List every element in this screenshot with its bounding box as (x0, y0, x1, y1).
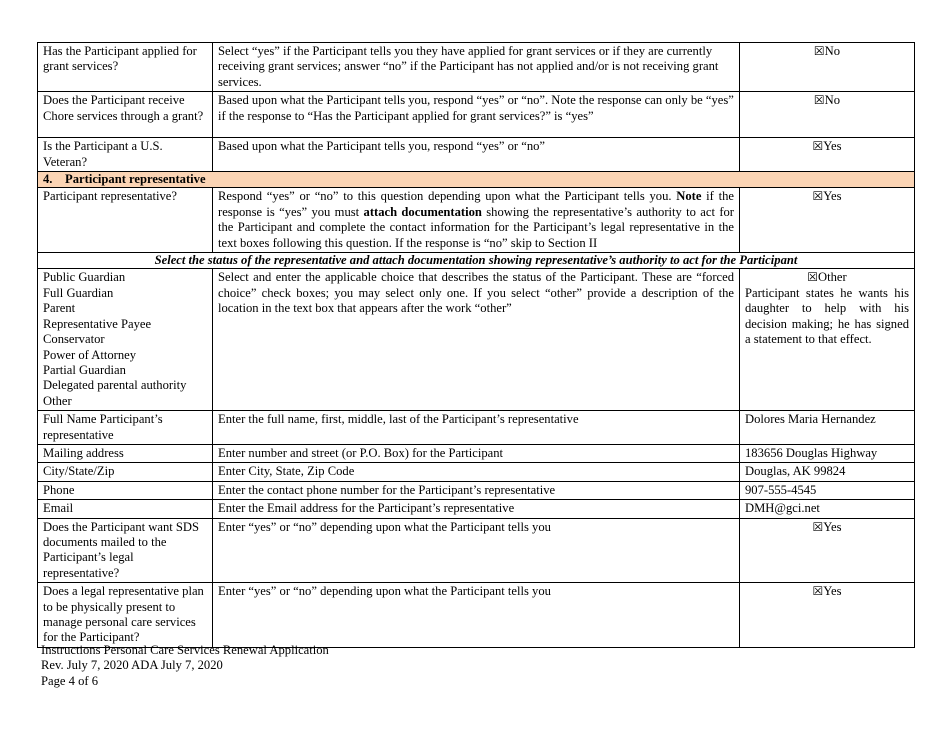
instruction-cell: Select “yes” if the Participant tells you they have applied for grant services or if they are currently receiving grant services; answer “no” if the Participant has not applied and/or is not receiving grant services. (213, 43, 740, 92)
instruction-cell: Based upon what the Participant tells you, respond “yes” or “no” (213, 138, 740, 172)
table-row (38, 188, 915, 253)
table-row (38, 481, 915, 499)
checked-box-icon: ☒ (812, 189, 824, 204)
status-option[interactable]: Other (43, 393, 72, 408)
instruction-cell: Respond “yes” or “no” to this question depending upon what the Participant tells you. Note if the response is “yes” you must attach documentation showing the representative’s authority to act for the Participant and complete the contact information for the Participant’s legal representative in the text boxes following this question. If the response is “no” skip to Section II (213, 188, 740, 253)
status-option[interactable]: Representative Payee (43, 316, 152, 331)
instruction-cell: Enter “yes” or “no” depending upon what the Participant tells you (213, 518, 740, 583)
status-option[interactable]: Conservator (43, 332, 105, 347)
instruction-cell: Enter the contact phone number for the Participant’s representative (213, 481, 740, 499)
question-cell: Phone (38, 481, 213, 499)
instruction-banner: Select the status of the representative and attach documentation showing representative’s authority to act for the Participant (38, 253, 915, 269)
other-description[interactable]: Participant states he wants his daughter to help with his decision making; he has signed a statement to that effect. (745, 285, 909, 347)
checked-box-icon: ☒ (812, 584, 824, 599)
status-options (38, 269, 213, 411)
instruction-cell: Enter number and street (or P.O. Box) for the Participant (213, 444, 740, 462)
table-row (38, 500, 915, 518)
answer-cell[interactable]: ☒Yes (740, 583, 915, 648)
status-option[interactable]: Power of Attorney (43, 347, 137, 362)
instruction-cell: Enter City, State, Zip Code (213, 463, 740, 481)
email-field[interactable]: DMH@gci.net (740, 500, 915, 518)
table-row (38, 269, 915, 411)
answer-cell[interactable]: ☒No (740, 92, 915, 138)
instruction-cell: Enter the full name, first, middle, last of the Participant’s representative (213, 411, 740, 445)
status-option[interactable]: Delegated parental authority (43, 378, 187, 393)
checked-box-icon: ☒ (812, 139, 824, 154)
question-cell: Does the Participant receive Chore services through a grant? (38, 92, 213, 138)
table-row (38, 463, 915, 481)
question-cell: Does the Participant want SDS documents mailed to the Participant’s legal representative? (38, 518, 213, 583)
table-row (38, 138, 915, 172)
question-cell: Email (38, 500, 213, 518)
mailing-address-field[interactable]: 183656 Douglas Highway (740, 444, 915, 462)
status-option[interactable]: Public Guardian (43, 270, 126, 285)
question-cell: Mailing address (38, 444, 213, 462)
table-row (38, 444, 915, 462)
footer-page-number: Page 4 of 6 (41, 673, 99, 688)
checked-box-icon: ☒ (807, 270, 819, 285)
question-cell: Participant representative? (38, 188, 213, 253)
status-option[interactable]: Partial Guardian (43, 362, 126, 377)
question-cell: Does a legal representative plan to be physically present to manage personal care services for the Participant? (38, 583, 213, 648)
checked-box-icon: ☒ (813, 93, 825, 108)
answer-cell[interactable]: ☒No (740, 43, 915, 92)
representative-name-field[interactable]: Dolores Maria Hernandez (740, 411, 915, 445)
city-state-zip-field[interactable]: Douglas, AK 99824 (740, 463, 915, 481)
section-header: 4. Participant representative (38, 172, 915, 188)
footer-revision: Rev. July 7, 2020 ADA July 7, 2020 (41, 658, 223, 673)
status-option[interactable]: Full Guardian (43, 285, 114, 300)
answer-cell[interactable]: ☒Yes (740, 138, 915, 172)
form-table (37, 42, 915, 648)
instruction-cell: Enter “yes” or “no” depending upon what the Participant tells you (213, 583, 740, 648)
table-row (38, 518, 915, 583)
page-footer (41, 643, 329, 689)
question-cell: Full Name Participant’s representative (38, 411, 213, 445)
phone-field[interactable]: 907-555-4545 (740, 481, 915, 499)
checked-box-icon: ☒ (812, 519, 824, 534)
checked-box-icon: ☒ (813, 44, 825, 58)
status-option[interactable]: Parent (43, 301, 76, 316)
instruction-cell: Based upon what the Participant tells you, respond “yes” or “no”. Note the response can only be “yes” if the response to “Has the Participant applied for grant services?” is “yes” (213, 92, 740, 138)
instruction-cell: Select and enter the applicable choice that describes the status of the Participant. These are “forced choice” check boxes; you may select only one. If you select “other” provide a description of the location in the text box that appears after the work “other” (213, 269, 740, 411)
answer-cell[interactable]: ☒Yes (740, 518, 915, 583)
table-row (38, 583, 915, 648)
table-row (38, 43, 915, 92)
answer-cell[interactable]: ☒Yes (740, 188, 915, 253)
footer-title: Instructions Personal Care Services Renewal Application (41, 643, 329, 657)
question-cell: Is the Participant a U.S. Veteran? (38, 138, 213, 172)
section-title: Participant representative (65, 172, 206, 187)
instruction-cell: Enter the Email address for the Participant’s representative (213, 500, 740, 518)
question-cell: Has the Participant applied for grant services? (38, 43, 213, 92)
question-cell: City/State/Zip (38, 463, 213, 481)
answer-cell[interactable]: ☒Other Participant states he wants his daughter to help with his decision making; he has signed a statement to that effect. (740, 269, 915, 411)
table-row (38, 92, 915, 138)
table-row (38, 411, 915, 445)
